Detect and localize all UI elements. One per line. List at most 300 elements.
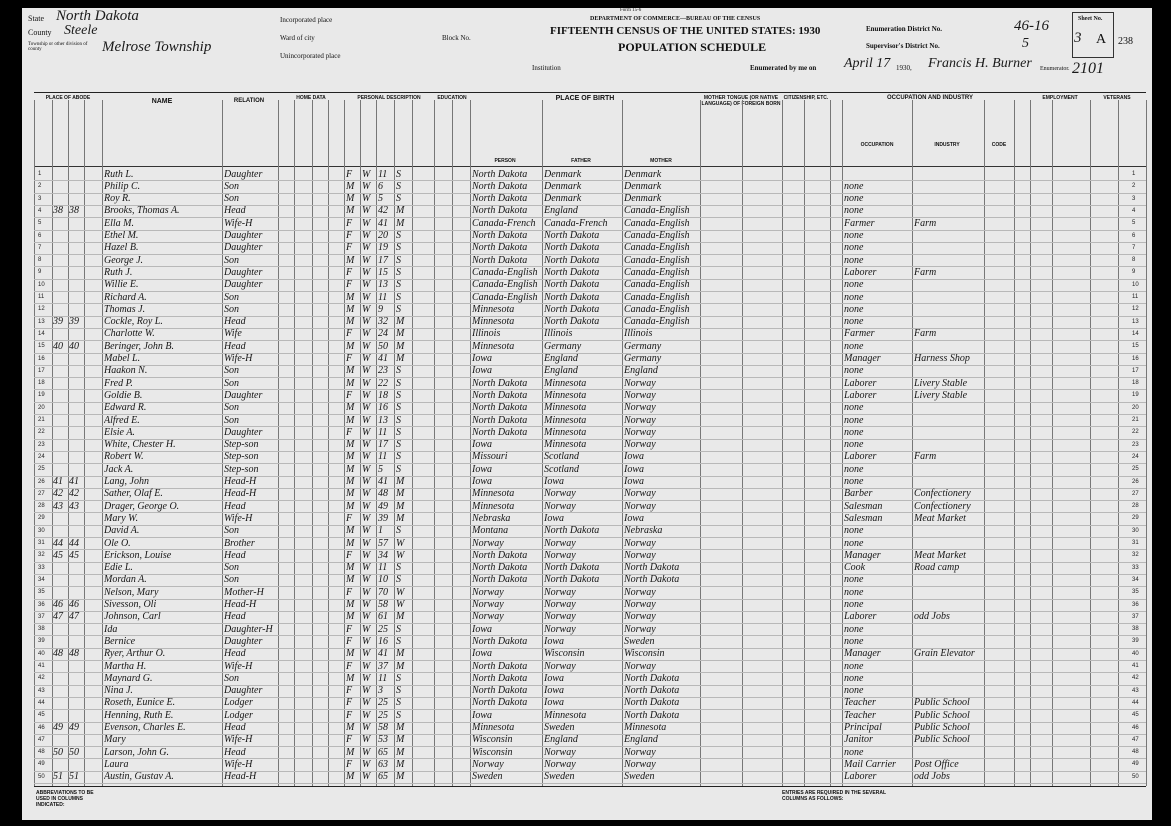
dwelling-number: 47 <box>53 611 63 623</box>
row-number: 18 <box>38 380 45 387</box>
sex: M <box>346 488 355 500</box>
marital-status: S <box>396 463 401 475</box>
person-name: Sivesson, Oli <box>104 599 157 610</box>
mother-birthplace: England <box>624 365 658 377</box>
sex: F <box>346 353 353 364</box>
sex: F <box>346 685 353 697</box>
sex: M <box>346 771 355 783</box>
birthplace: Montana <box>472 525 509 537</box>
sex: F <box>346 168 353 180</box>
sex: M <box>346 291 355 303</box>
age: 22 <box>378 377 388 389</box>
incorporated-label: Incorporated place <box>280 16 333 24</box>
person-name: Nina J. <box>104 685 133 697</box>
race: W <box>362 402 371 414</box>
person-name: Bernice <box>104 635 136 647</box>
sex: M <box>346 254 355 266</box>
birthplace: Iowa <box>472 709 492 721</box>
footer-entries: ENTRIES ARE REQUIRED IN THE SEVERAL COLUMNS AS FOLLOWS: <box>782 790 886 802</box>
occupation: Janitor <box>844 734 873 746</box>
race: W <box>362 599 371 610</box>
father-birthplace: Sweden <box>544 771 575 783</box>
age: 23 <box>378 365 388 377</box>
marital-status: S <box>396 402 401 414</box>
birthplace: North Dakota <box>472 635 528 647</box>
birth-header: PLACE OF BIRTH <box>555 95 615 102</box>
ward-label: Ward of city <box>280 34 315 42</box>
relation: Head <box>224 722 246 733</box>
row-number: 21 <box>1132 417 1139 423</box>
race: W <box>362 512 371 524</box>
birthplace: North Dakota <box>472 549 528 561</box>
row-number: 34 <box>1132 576 1139 583</box>
relation: Head <box>224 205 246 217</box>
mother-birthplace: North Dakota <box>624 672 680 684</box>
header-rule <box>34 92 1146 93</box>
occupation: none <box>844 623 864 635</box>
race: W <box>362 537 371 549</box>
township-value: Melrose Township <box>102 39 212 55</box>
dwelling-number: 42 <box>53 488 63 500</box>
race: W <box>362 549 371 561</box>
row-number: 16 <box>38 355 45 362</box>
row-number: 20 <box>38 404 45 411</box>
marital-status: M <box>396 205 405 217</box>
father-birthplace: England <box>544 734 578 746</box>
enumerated-date: April 17 <box>844 56 891 71</box>
birthplace: Minnesota <box>472 303 515 315</box>
sex: M <box>346 722 355 733</box>
person-name: White, Chester H. <box>104 439 176 451</box>
marital-status: S <box>396 230 401 241</box>
person-name: Ruth L. <box>104 168 134 180</box>
row-number: 42 <box>1132 675 1139 682</box>
mother-birthplace: Norway <box>624 746 656 758</box>
row-number: 49 <box>38 761 45 768</box>
row-number: 10 <box>38 281 45 288</box>
occupation: none <box>844 599 864 610</box>
birthplace: Iowa <box>472 476 492 487</box>
mother-birthplace: Canada-English <box>624 303 690 315</box>
relation: Son <box>224 254 239 266</box>
sheet-label: Sheet No. <box>1078 16 1103 22</box>
race: W <box>362 365 371 377</box>
row-number: 29 <box>1132 515 1139 522</box>
occupation-header: OCCUPATION AND INDUSTRY <box>887 95 973 101</box>
row-number: 43 <box>1132 687 1139 694</box>
dwelling-number: 50 <box>53 746 63 758</box>
marital-status: W <box>396 599 405 610</box>
age: 11 <box>378 672 388 684</box>
relation: Son <box>224 303 239 315</box>
marital-status: S <box>396 365 401 377</box>
race: W <box>362 672 371 684</box>
person-name: Lang, John <box>104 476 149 487</box>
relation: Wife-H <box>224 758 253 770</box>
birthplace: North Dakota <box>472 697 528 709</box>
person-name: Johnson, Carl <box>104 611 161 623</box>
mother-birthplace: Norway <box>624 586 656 598</box>
birthplace: North Dakota <box>472 672 528 684</box>
relation: Son <box>224 402 239 414</box>
row-number: 38 <box>1132 626 1139 633</box>
occupation: none <box>844 303 864 315</box>
relation: Brother <box>224 537 255 549</box>
mother-birthplace: Germany <box>624 353 662 364</box>
marital-status: S <box>396 685 401 697</box>
occupation: Salesman <box>844 500 883 512</box>
birthplace: Iowa <box>472 463 492 475</box>
industry: Harness Shop <box>914 353 970 364</box>
person-name: Haakon N. <box>104 365 148 377</box>
age: 41 <box>378 217 388 229</box>
family-number: 42 <box>69 488 79 500</box>
marital-status: M <box>396 500 405 512</box>
relation: Son <box>224 291 239 303</box>
sex: M <box>346 180 355 192</box>
relation: Son <box>224 525 239 537</box>
row-number: 26 <box>1132 478 1139 485</box>
marital-status: M <box>396 328 405 340</box>
birthplace: Iowa <box>472 648 492 660</box>
citizenship-header: CITIZENSHIP, ETC. <box>783 95 829 101</box>
birthplace: North Dakota <box>472 254 528 266</box>
row-number: 25 <box>1132 466 1139 473</box>
industry: Public School <box>914 734 970 746</box>
marital-status: S <box>396 426 401 438</box>
row-number: 27 <box>1132 490 1139 497</box>
occupation: Laborer <box>844 451 877 463</box>
age: 50 <box>378 340 388 352</box>
row-number: 48 <box>1132 749 1139 756</box>
occupation: none <box>844 402 864 414</box>
person-name: Erickson, Louise <box>104 549 172 561</box>
industry: odd Jobs <box>914 611 950 623</box>
sex: M <box>346 476 355 487</box>
birthplace: Norway <box>472 537 504 549</box>
father-birthplace: Denmark <box>544 180 582 192</box>
enum-district-value: 46-16 <box>1014 18 1049 34</box>
person-name: Maynard G. <box>104 672 153 684</box>
father-birthplace: Scotland <box>544 463 579 475</box>
birthplace: Norway <box>472 586 504 598</box>
race: W <box>362 230 371 241</box>
relation: Son <box>224 672 239 684</box>
occupation: Mail Carrier <box>844 758 896 770</box>
race: W <box>362 758 371 770</box>
industry: Farm <box>914 266 937 278</box>
race: W <box>362 746 371 758</box>
row-number: 6 <box>38 232 42 239</box>
father-birthplace: Norway <box>544 549 576 561</box>
race: W <box>362 242 371 254</box>
marital-status: S <box>396 303 401 315</box>
row-number: 12 <box>38 306 45 313</box>
race: W <box>362 353 371 364</box>
person-name: Cockle, Roy L. <box>104 316 163 328</box>
occupation: Principal <box>844 722 882 733</box>
row-number: 28 <box>38 503 45 510</box>
father-birthplace: Norway <box>544 488 576 500</box>
row-number: 27 <box>38 490 45 497</box>
mother-birthplace: Canada-English <box>624 254 690 266</box>
race: W <box>362 476 371 487</box>
sex: M <box>346 537 355 549</box>
occupation: Laborer <box>844 611 877 623</box>
row-number: 45 <box>38 712 45 719</box>
mother-birthplace: Iowa <box>624 476 644 487</box>
sex: M <box>346 611 355 623</box>
row-number: 45 <box>1132 712 1139 719</box>
father-birthplace: North Dakota <box>544 230 600 241</box>
birthplace: North Dakota <box>472 414 528 426</box>
father-birthplace: England <box>544 205 578 217</box>
marital-status: S <box>396 279 401 291</box>
family-number: 39 <box>69 316 79 328</box>
mother-birthplace: Wisconsin <box>624 648 665 660</box>
marital-status: M <box>396 771 405 783</box>
family-number: 45 <box>69 549 79 561</box>
father-birthplace: Norway <box>544 611 576 623</box>
row-number: 34 <box>38 576 45 583</box>
occupation: none <box>844 340 864 352</box>
race: W <box>362 463 371 475</box>
person-name: Fred P. <box>104 377 133 389</box>
race: W <box>362 562 371 574</box>
occupation: none <box>844 291 864 303</box>
relation: Head <box>224 611 246 623</box>
row-number: 4 <box>38 207 42 214</box>
sex: M <box>346 303 355 315</box>
row-number: 24 <box>1132 453 1139 460</box>
occupation: Salesman <box>844 512 883 524</box>
sex: M <box>346 377 355 389</box>
industry: Public School <box>914 709 970 721</box>
person-name: Thomas J. <box>104 303 146 315</box>
sex: F <box>346 426 353 438</box>
dwelling-number: 40 <box>53 340 63 352</box>
father-birthplace: Norway <box>544 599 576 610</box>
age: 48 <box>378 488 388 500</box>
person-name: Ella M. <box>104 217 134 229</box>
occupation: none <box>844 230 864 241</box>
father-birthplace: Norway <box>544 500 576 512</box>
row-number: 13 <box>1132 318 1139 325</box>
industry: Meat Market <box>914 512 966 524</box>
sex: F <box>346 709 353 721</box>
mother-birthplace: Canada-English <box>624 316 690 328</box>
row-number: 22 <box>1132 429 1139 436</box>
row-number: 35 <box>38 589 45 596</box>
father-birthplace: Minnesota <box>544 709 587 721</box>
occupation: none <box>844 525 864 537</box>
occupation: Laborer <box>844 389 877 401</box>
age: 17 <box>378 439 388 451</box>
birthplace: North Dakota <box>472 660 528 672</box>
family-number: 40 <box>69 340 79 352</box>
relation: Daughter <box>224 230 263 241</box>
family-number: 41 <box>69 476 79 487</box>
mother-birthplace: Norway <box>624 500 656 512</box>
marital-status: M <box>396 316 405 328</box>
row-number: 10 <box>1132 281 1139 288</box>
mother-birthplace: Canada-English <box>624 279 690 291</box>
row-number: 40 <box>38 650 45 657</box>
row-number: 21 <box>38 417 45 423</box>
tongue-header: MOTHER TONGUE (OR NATIVE LANGUAGE) OF FOREIGN BORN <box>701 95 781 107</box>
birthplace: North Dakota <box>472 180 528 192</box>
sex: M <box>346 414 355 426</box>
race: W <box>362 451 371 463</box>
age: 16 <box>378 402 388 414</box>
industry: Confectionery <box>914 500 971 512</box>
father-birthplace: Norway <box>544 746 576 758</box>
age: 13 <box>378 414 388 426</box>
age: 41 <box>378 353 388 364</box>
mother-birthplace: Norway <box>624 549 656 561</box>
person-name: Elsie A. <box>104 426 135 438</box>
industry: Livery Stable <box>914 377 968 389</box>
form-number: Form 15-6 <box>620 8 642 13</box>
age: 25 <box>378 709 388 721</box>
occupation: none <box>844 316 864 328</box>
family-number: 49 <box>69 722 79 733</box>
marital-status: S <box>396 562 401 574</box>
occupation: none <box>844 193 864 205</box>
mother-birthplace: Denmark <box>624 168 662 180</box>
row-number: 6 <box>1132 232 1136 239</box>
sex: F <box>346 266 353 278</box>
row-number: 49 <box>1132 761 1139 768</box>
age: 42 <box>378 205 388 217</box>
birthplace: North Dakota <box>472 574 528 586</box>
father-birthplace: Iowa <box>544 672 564 684</box>
marital-status: S <box>396 672 401 684</box>
birthplace: North Dakota <box>472 377 528 389</box>
birthplace: Iowa <box>472 623 492 635</box>
occupation: none <box>844 180 864 192</box>
person-name: Roy R. <box>104 193 131 205</box>
education-header: EDUCATION <box>437 95 467 101</box>
mother-birthplace: Canada-English <box>624 230 690 241</box>
row-number: 23 <box>1132 441 1139 448</box>
marital-status: M <box>396 611 405 623</box>
family-number: 43 <box>69 500 79 512</box>
race: W <box>362 266 371 278</box>
row-number: 1 <box>1132 171 1136 177</box>
occupation: none <box>844 574 864 586</box>
race: W <box>362 722 371 733</box>
birthplace: Canada-English <box>472 291 538 303</box>
race: W <box>362 426 371 438</box>
row-number: 1 <box>38 171 42 177</box>
occupation: none <box>844 205 864 217</box>
schedule-subtitle: POPULATION SCHEDULE <box>618 40 767 54</box>
county-label: County <box>28 28 52 37</box>
marital-status: M <box>396 746 405 758</box>
marital-status: S <box>396 254 401 266</box>
marital-status: M <box>396 660 405 672</box>
age: 17 <box>378 254 388 266</box>
occupation: none <box>844 746 864 758</box>
row-number: 44 <box>1132 699 1139 706</box>
race: W <box>362 303 371 315</box>
relation: Daughter <box>224 242 263 254</box>
name-header: NAME <box>151 98 173 105</box>
occupation: none <box>844 685 864 697</box>
father-birthplace: North Dakota <box>544 279 600 291</box>
relation: Wife-H <box>224 660 253 672</box>
birthplace: Norway <box>472 611 504 623</box>
marital-status: S <box>396 525 401 537</box>
mother-birthplace: Canada-English <box>624 291 690 303</box>
row-number: 48 <box>38 749 45 756</box>
row-number: 15 <box>38 343 45 350</box>
row-number: 37 <box>38 613 45 620</box>
sex: M <box>346 599 355 610</box>
sex: F <box>346 635 353 647</box>
industry: odd Jobs <box>914 771 950 783</box>
marital-status: S <box>396 623 401 635</box>
sex: M <box>346 205 355 217</box>
mother-birthplace: Canada-English <box>624 242 690 254</box>
mother-birthplace: Norway <box>624 758 656 770</box>
relation: Daughter <box>224 426 263 438</box>
birthplace: North Dakota <box>472 242 528 254</box>
mother-birthplace: Sweden <box>624 635 655 647</box>
father-birthplace: Scotland <box>544 451 579 463</box>
relation: Son <box>224 414 239 426</box>
family-number: 48 <box>69 648 79 660</box>
family-number: 51 <box>69 771 79 783</box>
person-name: Willie E. <box>104 279 139 291</box>
age: 53 <box>378 734 388 746</box>
industry: Farm <box>914 328 937 340</box>
stamp-number: 238 <box>1118 36 1133 47</box>
age: 25 <box>378 623 388 635</box>
father-birthplace: North Dakota <box>544 525 600 537</box>
age: 19 <box>378 242 388 254</box>
dwelling-number: 43 <box>53 500 63 512</box>
relation-header: RELATION <box>233 98 265 104</box>
father-birthplace: Norway <box>544 660 576 672</box>
relation: Head-H <box>224 476 257 487</box>
sex: M <box>346 500 355 512</box>
father-birthplace: North Dakota <box>544 574 600 586</box>
race: W <box>362 193 371 205</box>
age: 11 <box>378 451 388 463</box>
family-number: 38 <box>69 205 79 217</box>
sex: M <box>346 439 355 451</box>
row-number: 31 <box>38 540 45 546</box>
marital-status: M <box>396 758 405 770</box>
birthplace: Canada-French <box>472 217 536 229</box>
race: W <box>362 205 371 217</box>
birthplace: North Dakota <box>472 402 528 414</box>
person-name: Mary <box>104 734 126 746</box>
row-number: 28 <box>1132 503 1139 510</box>
occupation: Manager <box>844 648 881 660</box>
dwelling-number: 38 <box>53 205 63 217</box>
birthplace: Canada-English <box>472 279 538 291</box>
row-number: 3 <box>1132 195 1136 202</box>
employment-header: EMPLOYMENT <box>1042 95 1078 101</box>
race: W <box>362 611 371 623</box>
dwelling-number: 51 <box>53 771 63 783</box>
mother-birthplace: Canada-English <box>624 205 690 217</box>
state-value: North Dakota <box>56 8 139 24</box>
state-label: State <box>28 14 44 23</box>
